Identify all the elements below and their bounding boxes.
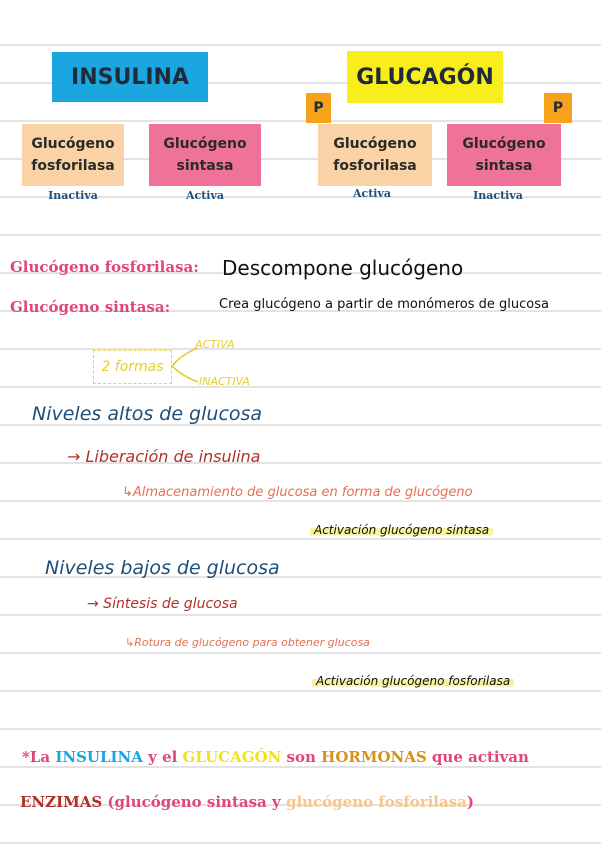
glucagon-fosforilasa-status: Activa xyxy=(352,187,391,200)
insulina-fosforilasa-card xyxy=(22,124,124,186)
definition-text-fosforilasa: Descompone glucógeno xyxy=(222,256,464,280)
footer-word: son xyxy=(281,748,322,766)
phosphate-badge-left: P xyxy=(306,93,331,123)
footer-word: *La xyxy=(22,748,56,766)
high-glucose-step2: ↳Almacenamiento de glucosa en forma de glucógeno xyxy=(122,485,473,500)
footer-fosforilasa: glucógeno fosforilasa xyxy=(285,793,467,811)
footer-glucagon: GLUCAGÓN xyxy=(182,748,282,766)
phosphate-badge-right: P xyxy=(544,93,572,123)
low-glucose-step1: → Síntesis de glucosa xyxy=(87,596,238,612)
footer-line2 xyxy=(20,793,474,811)
insulina-sintasa-status: Activa xyxy=(185,189,224,202)
footer-word: y xyxy=(266,793,286,811)
footer-word: ) xyxy=(466,793,474,811)
low-glucose-heading: Niveles bajos de glucosa xyxy=(45,557,280,579)
footer-word: ( xyxy=(102,793,115,811)
footer-hormonas: HORMONAS xyxy=(321,748,427,766)
card-label: Glucógeno sintasa xyxy=(163,136,247,174)
definition-label-sintasa: Glucógeno sintasa: xyxy=(10,298,171,316)
insulina-sintasa-card xyxy=(149,124,261,186)
card-label: Glucógeno fosforilasa xyxy=(333,136,417,174)
footer-line1 xyxy=(22,748,529,766)
formas-box: 2 formas xyxy=(93,350,172,384)
definition-text-sintasa: Crea glucógeno a partir de monómeros de glucosa xyxy=(219,297,549,312)
high-glucose-result: Activación glucógeno sintasa xyxy=(310,523,493,537)
footer-word: que activan xyxy=(426,748,529,766)
definition-label-fosforilasa: Glucógeno fosforilasa: xyxy=(10,258,199,276)
footer-insulina: INSULINA xyxy=(55,748,143,766)
insulina-title: INSULINA xyxy=(52,52,208,102)
low-glucose-step2: ↳Rotura de glucógeno para obtener glucosa xyxy=(125,636,370,649)
high-glucose-step1: → Liberación de insulina xyxy=(67,447,261,466)
glucagon-title: GLUCAGÓN xyxy=(347,51,503,103)
formas-inactiva: INACTIVA xyxy=(199,375,250,388)
insulina-fosforilasa-status: Inactiva xyxy=(48,189,98,202)
glucagon-fosforilasa-card xyxy=(318,124,432,186)
high-glucose-heading: Niveles altos de glucosa xyxy=(32,403,263,425)
formas-activa: ACTIVA xyxy=(195,338,235,351)
footer-enzimas: ENZIMAS xyxy=(20,793,103,811)
footer-sintasa: glucógeno sintasa xyxy=(114,793,267,811)
glucagon-sintasa-card xyxy=(447,124,561,186)
card-label: Glucógeno sintasa xyxy=(462,136,546,174)
card-label: Glucógeno fosforilasa xyxy=(31,136,115,174)
footer-word: y el xyxy=(142,748,183,766)
low-glucose-result: Activación glucógeno fosforilasa xyxy=(312,674,514,688)
glucagon-sintasa-status: Inactiva xyxy=(473,189,523,202)
